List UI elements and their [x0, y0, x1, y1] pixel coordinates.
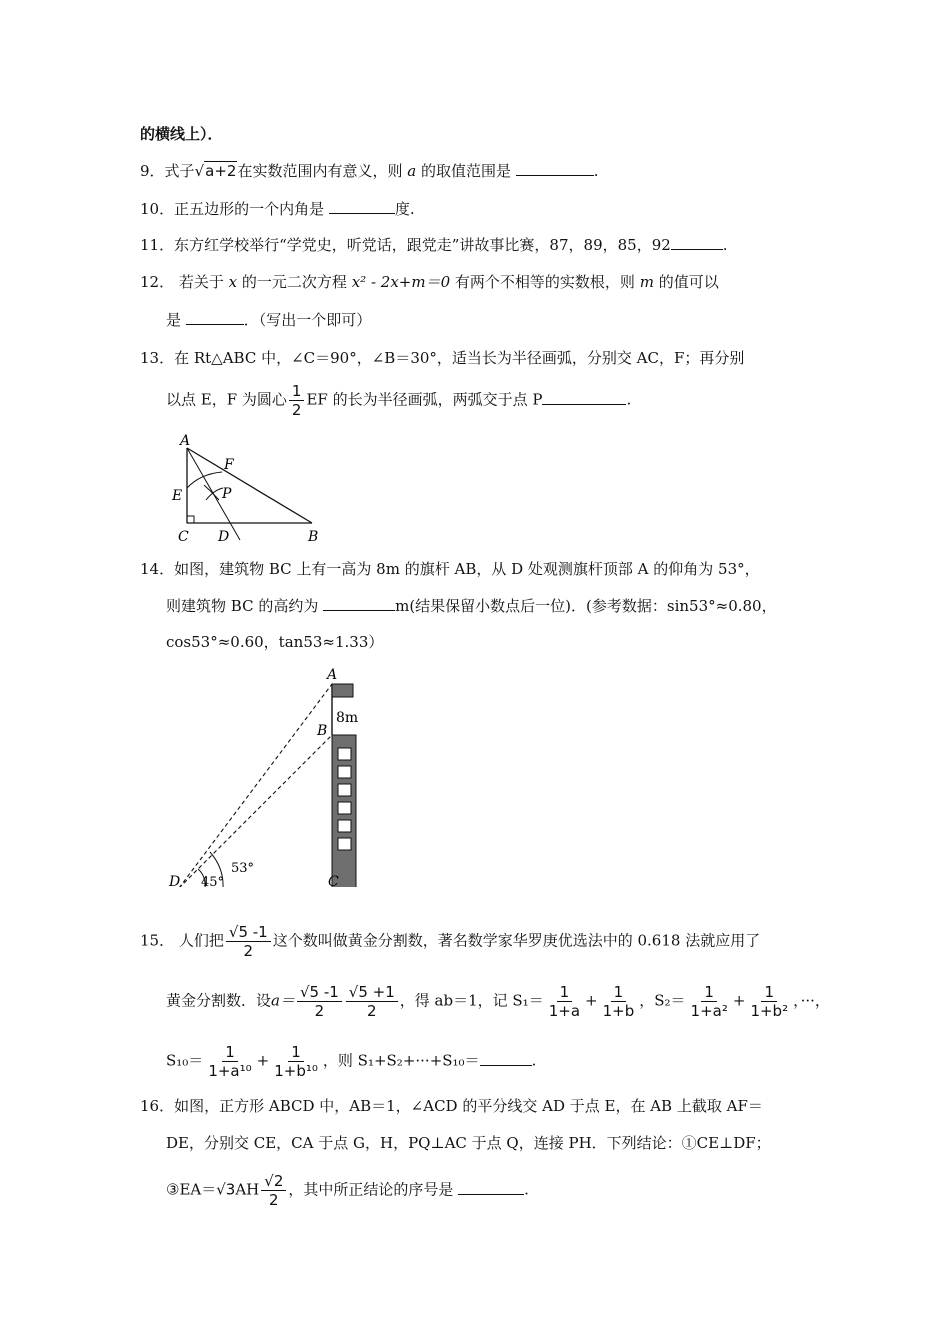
question-16-line3: ③EA＝√3AH $\frac{√2}{2}$ ，其中所正结论的序号是 . — [166, 1172, 529, 1209]
label-45deg: 45° — [201, 875, 225, 887]
label-A: A — [327, 667, 338, 683]
question-11: 11．东方红学校举行“学党史，听党话，跟党走”讲故事比赛，87，89，85，92 . — [140, 236, 728, 254]
label-53deg: 53° — [231, 861, 255, 876]
label-8m: 8m — [336, 710, 359, 726]
label-E: E — [172, 488, 183, 504]
question-14: 14．如图，建筑物 BC 上有一高为 8m 的旗杆 AB，从 D 处观测旗杆顶部 A 的仰角为 53°， — [140, 560, 760, 578]
question-15: 15． 人们把 $\frac{√5 -1}{2}$ 这个数叫做黄金分割数，著名数学家华罗庚优选法中的 0.618 法就应用了 — [140, 923, 761, 960]
label-A: A — [180, 433, 191, 449]
section-intro: 的横线上）． — [140, 125, 223, 143]
answer-blank-9[interactable] — [516, 161, 594, 176]
label-P: P — [222, 486, 232, 502]
question-13-line2: 以点 E，F 为圆心 $\frac{1}{2}$ EF 的长为半径画弧，两弧交于点 P . — [166, 382, 632, 419]
figure-13-triangle — [160, 428, 330, 548]
answer-blank-11[interactable] — [671, 235, 723, 250]
answer-blank-10[interactable] — [329, 199, 395, 214]
answer-blank-14[interactable] — [323, 596, 395, 611]
label-B: B — [317, 723, 328, 739]
question-14-line2: 则建筑物 BC 的高约为 m(结果保留小数点后一位)．(参考数据：sin53°≈0.80， — [166, 597, 777, 615]
question-14-line3: cos53°≈0.60，tan53≈1.33） — [166, 633, 384, 651]
label-D: D — [169, 874, 181, 887]
label-F: F — [224, 457, 234, 473]
answer-blank-12[interactable] — [186, 310, 244, 325]
question-10: 10．正五边形的一个内角是 度. — [140, 200, 415, 218]
answer-blank-13[interactable] — [542, 390, 626, 405]
figure-14-building — [165, 662, 370, 887]
sqrt-expression: √a+2 — [194, 162, 237, 180]
question-16: 16．如图，正方形 ABCD 中，AB＝1，∠ACD 的平分线交 AD 于点 E，在 AB 上截取 AF＝ — [140, 1097, 763, 1115]
label-B: B — [308, 529, 319, 545]
question-12: 12． 若关于 x 的一元二次方程 x² - 2x+m＝0 有两个不相等的实数根，则 m 的值可以 — [140, 273, 719, 291]
label-D: D — [218, 529, 230, 545]
answer-blank-15[interactable] — [480, 1051, 532, 1066]
question-9: 9．式子√a+2在实数范围内有意义，则 a 的取值范围是 . — [140, 162, 599, 180]
question-12-line2: 是 ．（写出一个即可） — [166, 311, 372, 329]
answer-blank-16[interactable] — [458, 1180, 524, 1195]
label-C: C — [178, 529, 189, 545]
question-15-line2: 黄金分割数．设a＝ $\frac{√5 -1}{2}$ $\frac{√5 +1}{2}$ ，得 ab＝1，记 S₁＝ $\frac{1}{1+a}$ + $\frac{1}{1+b}$ ，S₂＝ $\frac{1}{\text{1+a²}}$ + $\frac{1}{\text{1+b²}}$ ，···， — [166, 983, 830, 1020]
label-C: C — [328, 874, 339, 887]
question-13: 13．在 Rt△ABC 中，∠C＝90°，∠B＝30°，适当长为半径画弧，分别交 AC，F；再分别 — [140, 349, 745, 367]
question-16-line2: DE，分别交 CE，CA 于点 G，H，PQ⊥AC 于点 Q，连接 PH．下列结论：①CE⊥DF； — [166, 1134, 771, 1152]
fraction-half: $\frac{1}{2}$ — [289, 382, 305, 419]
question-15-line3: S₁₀＝ $\frac{1}{\text{1+a¹⁰}}$ + $\frac{1}{\text{1+b¹⁰}}$ ，则 S₁+S₂+···+S₁₀＝ . — [166, 1043, 537, 1080]
